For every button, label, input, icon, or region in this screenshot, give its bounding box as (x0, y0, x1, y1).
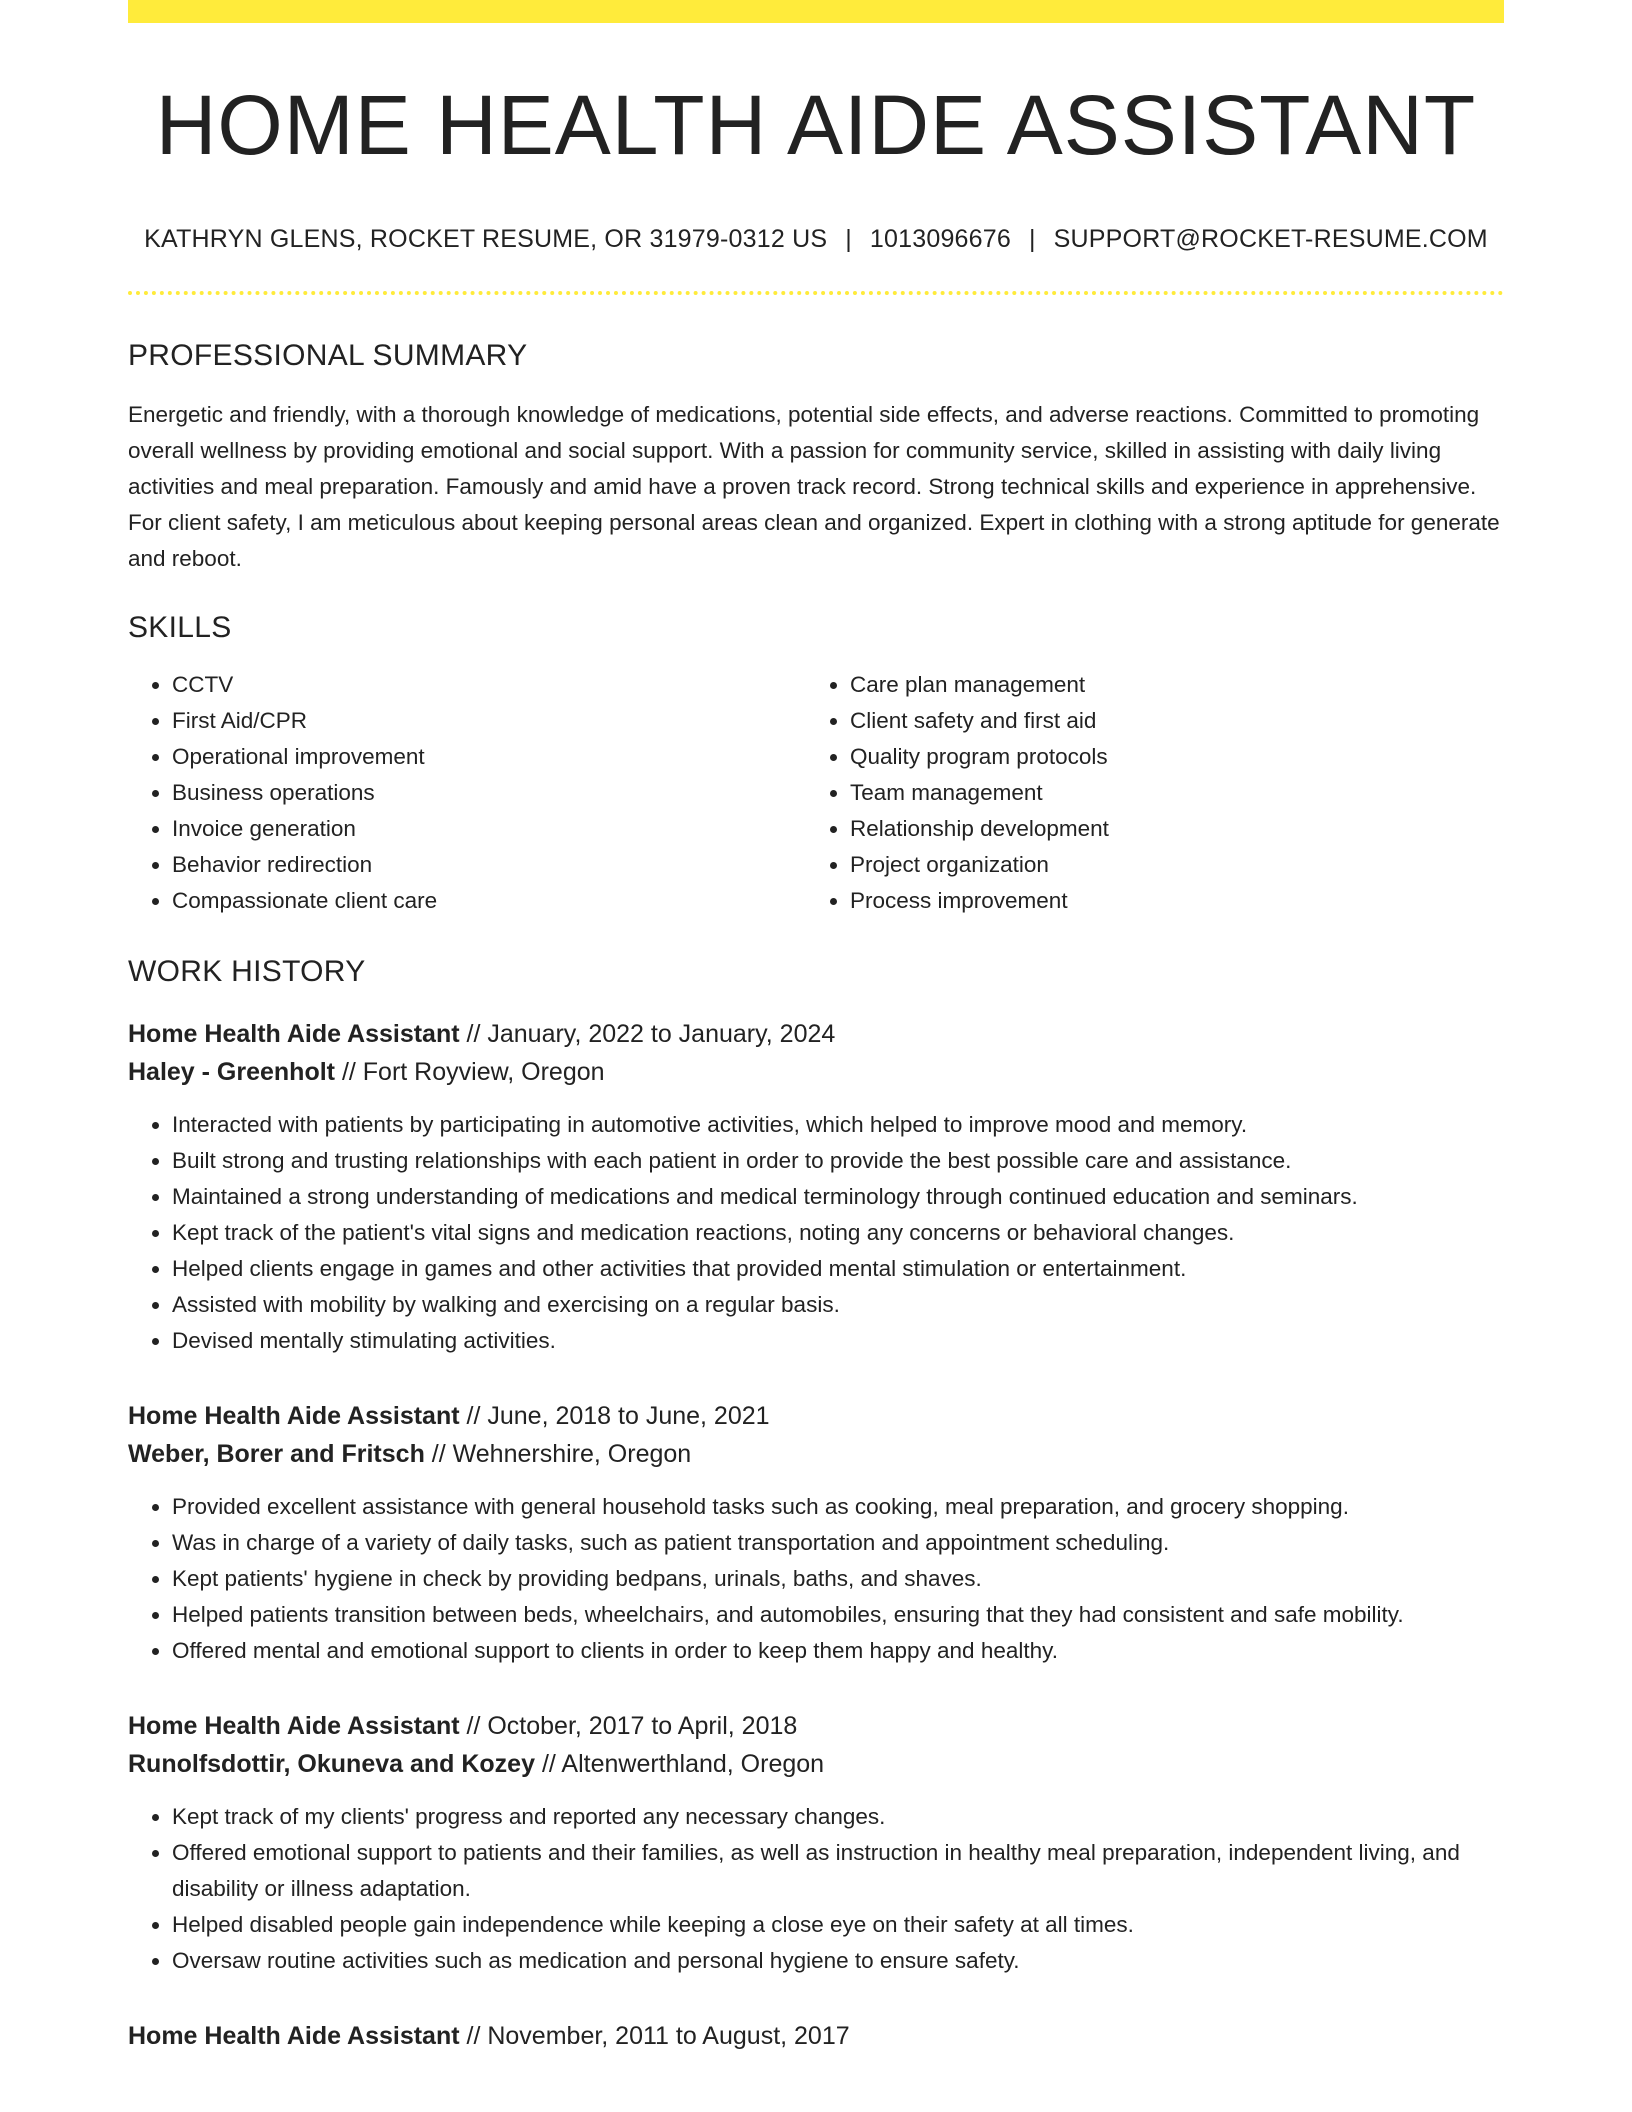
job-entry (128, 1015, 1504, 1359)
skill-item: • Relationship development (850, 811, 1484, 847)
job-dates: // November, 2011 to August, 2017 (466, 2022, 850, 2050)
job-title-line (128, 1397, 1504, 1435)
skill-item: • Quality program protocols (850, 739, 1484, 775)
contact-phone: 1013096676 (869, 225, 1011, 253)
contact-separator: | (1028, 225, 1036, 253)
job-title-line (128, 2017, 1504, 2055)
skill-item: • Project organization (850, 847, 1484, 883)
skill-item: • Client safety and first aid (850, 703, 1484, 739)
job-entry (128, 1397, 1504, 1669)
job-location: // Fort Royview, Oregon (341, 1058, 605, 1086)
dotted-divider (128, 291, 1504, 295)
job-company-line (128, 1053, 1504, 1091)
job-bullets (128, 1107, 1504, 1359)
job-role: Home Health Aide Assistant (128, 1402, 460, 1430)
job-role: Home Health Aide Assistant (128, 1020, 460, 1048)
job-bullet: • Offered emotional support to patients and their families, as well as instruction in healthy meal preparation, independent living, and disability or illness adaptation. (172, 1835, 1504, 1907)
job-company: Weber, Borer and Fritsch (128, 1440, 425, 1468)
skills-column-right (806, 667, 1484, 919)
skill-item: • Team management (850, 775, 1484, 811)
job-entry (128, 2017, 1504, 2055)
work-history-heading: WORK HISTORY (128, 955, 366, 988)
contact-address: KATHRYN GLENS, ROCKET RESUME, OR 31979-0312 US (144, 225, 828, 253)
skills-list (128, 667, 1504, 919)
job-location: // Altenwerthland, Oregon (541, 1750, 825, 1778)
accent-bar (128, 0, 1504, 23)
resume-name: HOME HEALTH AIDE ASSISTANT (155, 78, 1477, 172)
job-role: Home Health Aide Assistant (128, 1712, 460, 1740)
job-company-line (128, 1435, 1504, 1473)
job-bullet: • Kept track of my clients' progress and reported any necessary changes. (172, 1799, 1504, 1835)
job-bullet: • Kept patients' hygiene in check by providing bedpans, urinals, baths, and shaves. (172, 1561, 1504, 1597)
job-role: Home Health Aide Assistant (128, 2022, 460, 2050)
job-bullets (128, 1799, 1504, 1979)
job-entry (128, 1707, 1504, 1979)
job-title-line (128, 1707, 1504, 1745)
job-company-line (128, 1745, 1504, 1783)
skills-heading: SKILLS (128, 611, 232, 644)
job-bullet: • Helped patients transition between beds, wheelchairs, and automobiles, ensuring that they had consistent and safe mobility. (172, 1597, 1504, 1633)
job-bullet: • Provided excellent assistance with general household tasks such as cooking, meal preparation, and grocery shopping. (172, 1489, 1504, 1525)
job-company: Haley - Greenholt (128, 1058, 335, 1086)
job-bullet: • Built strong and trusting relationships with each patient in order to provide the best possible care and assistance. (172, 1143, 1504, 1179)
job-bullet: • Kept track of the patient's vital signs and medication reactions, noting any concerns or behavioral changes. (172, 1215, 1504, 1251)
job-bullet: • Oversaw routine activities such as medication and personal hygiene to ensure safety. (172, 1943, 1504, 1979)
contact-separator: | (845, 225, 852, 253)
skills-column-left (128, 667, 806, 919)
job-title-line (128, 1015, 1504, 1053)
job-dates: // October, 2017 to April, 2018 (466, 1712, 798, 1740)
job-bullets (128, 1489, 1504, 1669)
contact-line (128, 225, 1504, 254)
job-company: Runolfsdottir, Okuneva and Kozey (128, 1750, 535, 1778)
skill-item: • Invoice generation (172, 811, 806, 847)
job-location: // Wehnershire, Oregon (431, 1440, 692, 1468)
job-bullet: • Was in charge of a variety of daily tasks, such as patient transportation and appointment scheduling. (172, 1525, 1504, 1561)
skill-item: • Care plan management (850, 667, 1484, 703)
job-bullet: • Offered mental and emotional support to clients in order to keep them happy and healthy. (172, 1633, 1504, 1669)
skill-item: • Business operations (172, 775, 806, 811)
job-dates: // January, 2022 to January, 2024 (466, 1020, 836, 1048)
contact-email: SUPPORT@ROCKET-RESUME.COM (1053, 225, 1488, 253)
job-bullet: • Maintained a strong understanding of medications and medical terminology through continued education and seminars. (172, 1179, 1504, 1215)
job-dates: // June, 2018 to June, 2021 (466, 1402, 770, 1430)
job-bullet: • Helped disabled people gain independence while keeping a close eye on their safety at all times. (172, 1907, 1504, 1943)
skill-item: • Operational improvement (172, 739, 806, 775)
skill-item: • First Aid/CPR (172, 703, 806, 739)
resume-page (128, 0, 1504, 2055)
skill-item: • CCTV (172, 667, 806, 703)
summary-text: Energetic and friendly, with a thorough knowledge of medications, potential side effects, and adverse reactions. Committed to promoting overall wellness by providing emotional and social support. With a passion for community service, skilled in assisting with daily living activities and meal preparation. Famously and amid have a proven track record. Strong technical skills and experience in apprehensive. For client safety, I am meticulous about keeping personal areas clean and organized. Expert in clothing with a strong aptitude for generate and reboot. (128, 402, 1500, 571)
job-bullet: • Devised mentally stimulating activities. (172, 1323, 1504, 1359)
summary-heading: PROFESSIONAL SUMMARY (128, 339, 528, 372)
job-bullet: • Assisted with mobility by walking and exercising on a regular basis. (172, 1287, 1504, 1323)
job-bullet: • Interacted with patients by participating in automotive activities, which helped to improve mood and memory. (172, 1107, 1504, 1143)
skill-item: • Compassionate client care (172, 883, 806, 919)
skill-item: • Behavior redirection (172, 847, 806, 883)
skill-item: • Process improvement (850, 883, 1484, 919)
job-bullet: • Helped clients engage in games and other activities that provided mental stimulation or entertainment. (172, 1251, 1504, 1287)
